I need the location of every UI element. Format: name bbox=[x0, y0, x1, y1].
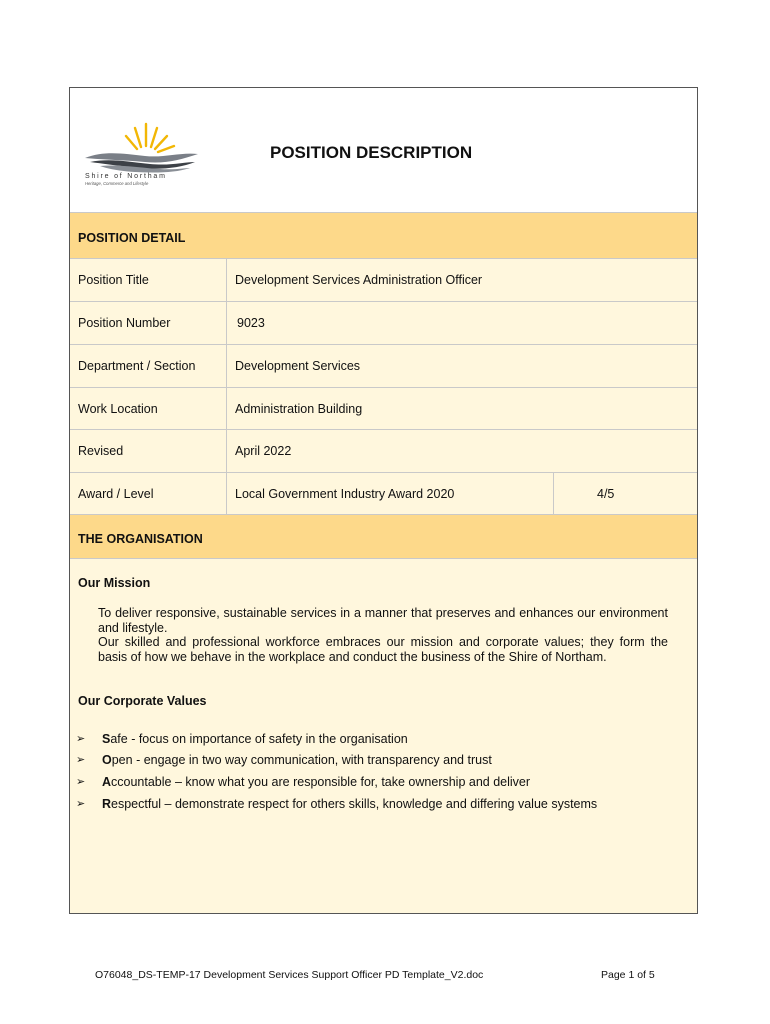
column-divider bbox=[553, 473, 554, 515]
value-description: afe - focus on importance of safety in the organisation bbox=[110, 732, 408, 746]
field-value: Administration Building bbox=[235, 402, 363, 416]
award-level-value: 4/5 bbox=[597, 487, 615, 501]
field-value: Local Government Industry Award 2020 bbox=[235, 487, 455, 501]
values-heading: Our Corporate Values bbox=[78, 694, 207, 708]
column-divider bbox=[226, 259, 227, 301]
field-value: Development Services Administration Officer bbox=[235, 273, 483, 287]
table-row-department bbox=[70, 344, 697, 387]
shire-of-northam-logo bbox=[80, 116, 210, 186]
table-row-revised bbox=[70, 429, 697, 472]
position-detail-heading-text: POSITION DETAIL bbox=[78, 231, 186, 245]
mission-paragraph: Our skilled and professional workforce embraces our mission and corporate values; they form the basis of how we behave in the workplace and conduct the business of the Shire of Northam. bbox=[98, 635, 668, 664]
organisation-heading bbox=[70, 514, 697, 558]
field-label: Position Title bbox=[78, 273, 149, 287]
organisation-heading-text: THE ORGANISATION bbox=[78, 532, 203, 546]
value-initial: O bbox=[102, 753, 112, 767]
document-header bbox=[70, 88, 697, 212]
table-row-position-title bbox=[70, 258, 697, 301]
mission-paragraph: To deliver responsive, sustainable services in a manner that preserves and enhances our environment and lifestyle. bbox=[98, 606, 668, 635]
value-description: espectful – demonstrate respect for others skills, knowledge and differing value systems bbox=[111, 797, 598, 811]
mission-statement bbox=[98, 606, 668, 664]
arrow-bullet-icon: ➢ bbox=[76, 733, 86, 745]
value-description: ccountable – know what you are responsible for, take ownership and deliver bbox=[111, 775, 531, 789]
column-divider bbox=[226, 388, 227, 430]
page-title: POSITION DESCRIPTION bbox=[270, 143, 473, 162]
document-frame bbox=[69, 87, 698, 914]
mission-heading: Our Mission bbox=[78, 576, 151, 590]
column-divider bbox=[226, 473, 227, 515]
field-label: Work Location bbox=[78, 402, 158, 416]
field-value: April 2022 bbox=[235, 444, 292, 458]
field-label: Award / Level bbox=[78, 487, 154, 501]
logo-text: Shire of Northam bbox=[85, 173, 167, 180]
field-label: Position Number bbox=[78, 316, 171, 330]
value-initial: A bbox=[102, 775, 112, 789]
value-initial: S bbox=[102, 732, 111, 746]
value-description: pen - engage in two way communication, with transparency and trust bbox=[111, 753, 492, 767]
logo-tagline: Heritage, Commerce and Lifestyle bbox=[85, 181, 149, 186]
field-value: Development Services bbox=[235, 359, 361, 373]
arrow-bullet-icon: ➢ bbox=[76, 776, 86, 788]
field-value: 9023 bbox=[237, 316, 265, 330]
arrow-bullet-icon: ➢ bbox=[76, 798, 86, 810]
table-row-position-number bbox=[70, 301, 697, 344]
position-detail-heading bbox=[70, 212, 697, 258]
organisation-section bbox=[70, 558, 697, 913]
column-divider bbox=[226, 302, 227, 344]
footer-filename: O76048_DS-TEMP-17 Development Services Support Officer PD Template_V2.doc bbox=[95, 969, 484, 981]
value-initial: R bbox=[102, 797, 112, 811]
column-divider bbox=[226, 430, 227, 472]
arrow-bullet-icon: ➢ bbox=[76, 754, 86, 766]
field-label: Department / Section bbox=[78, 359, 196, 373]
column-divider bbox=[226, 345, 227, 387]
footer-page-number: Page 1 of 5 bbox=[601, 969, 655, 981]
field-label: Revised bbox=[78, 444, 124, 458]
table-row-award-level bbox=[70, 472, 697, 515]
table-row-work-location bbox=[70, 387, 697, 430]
